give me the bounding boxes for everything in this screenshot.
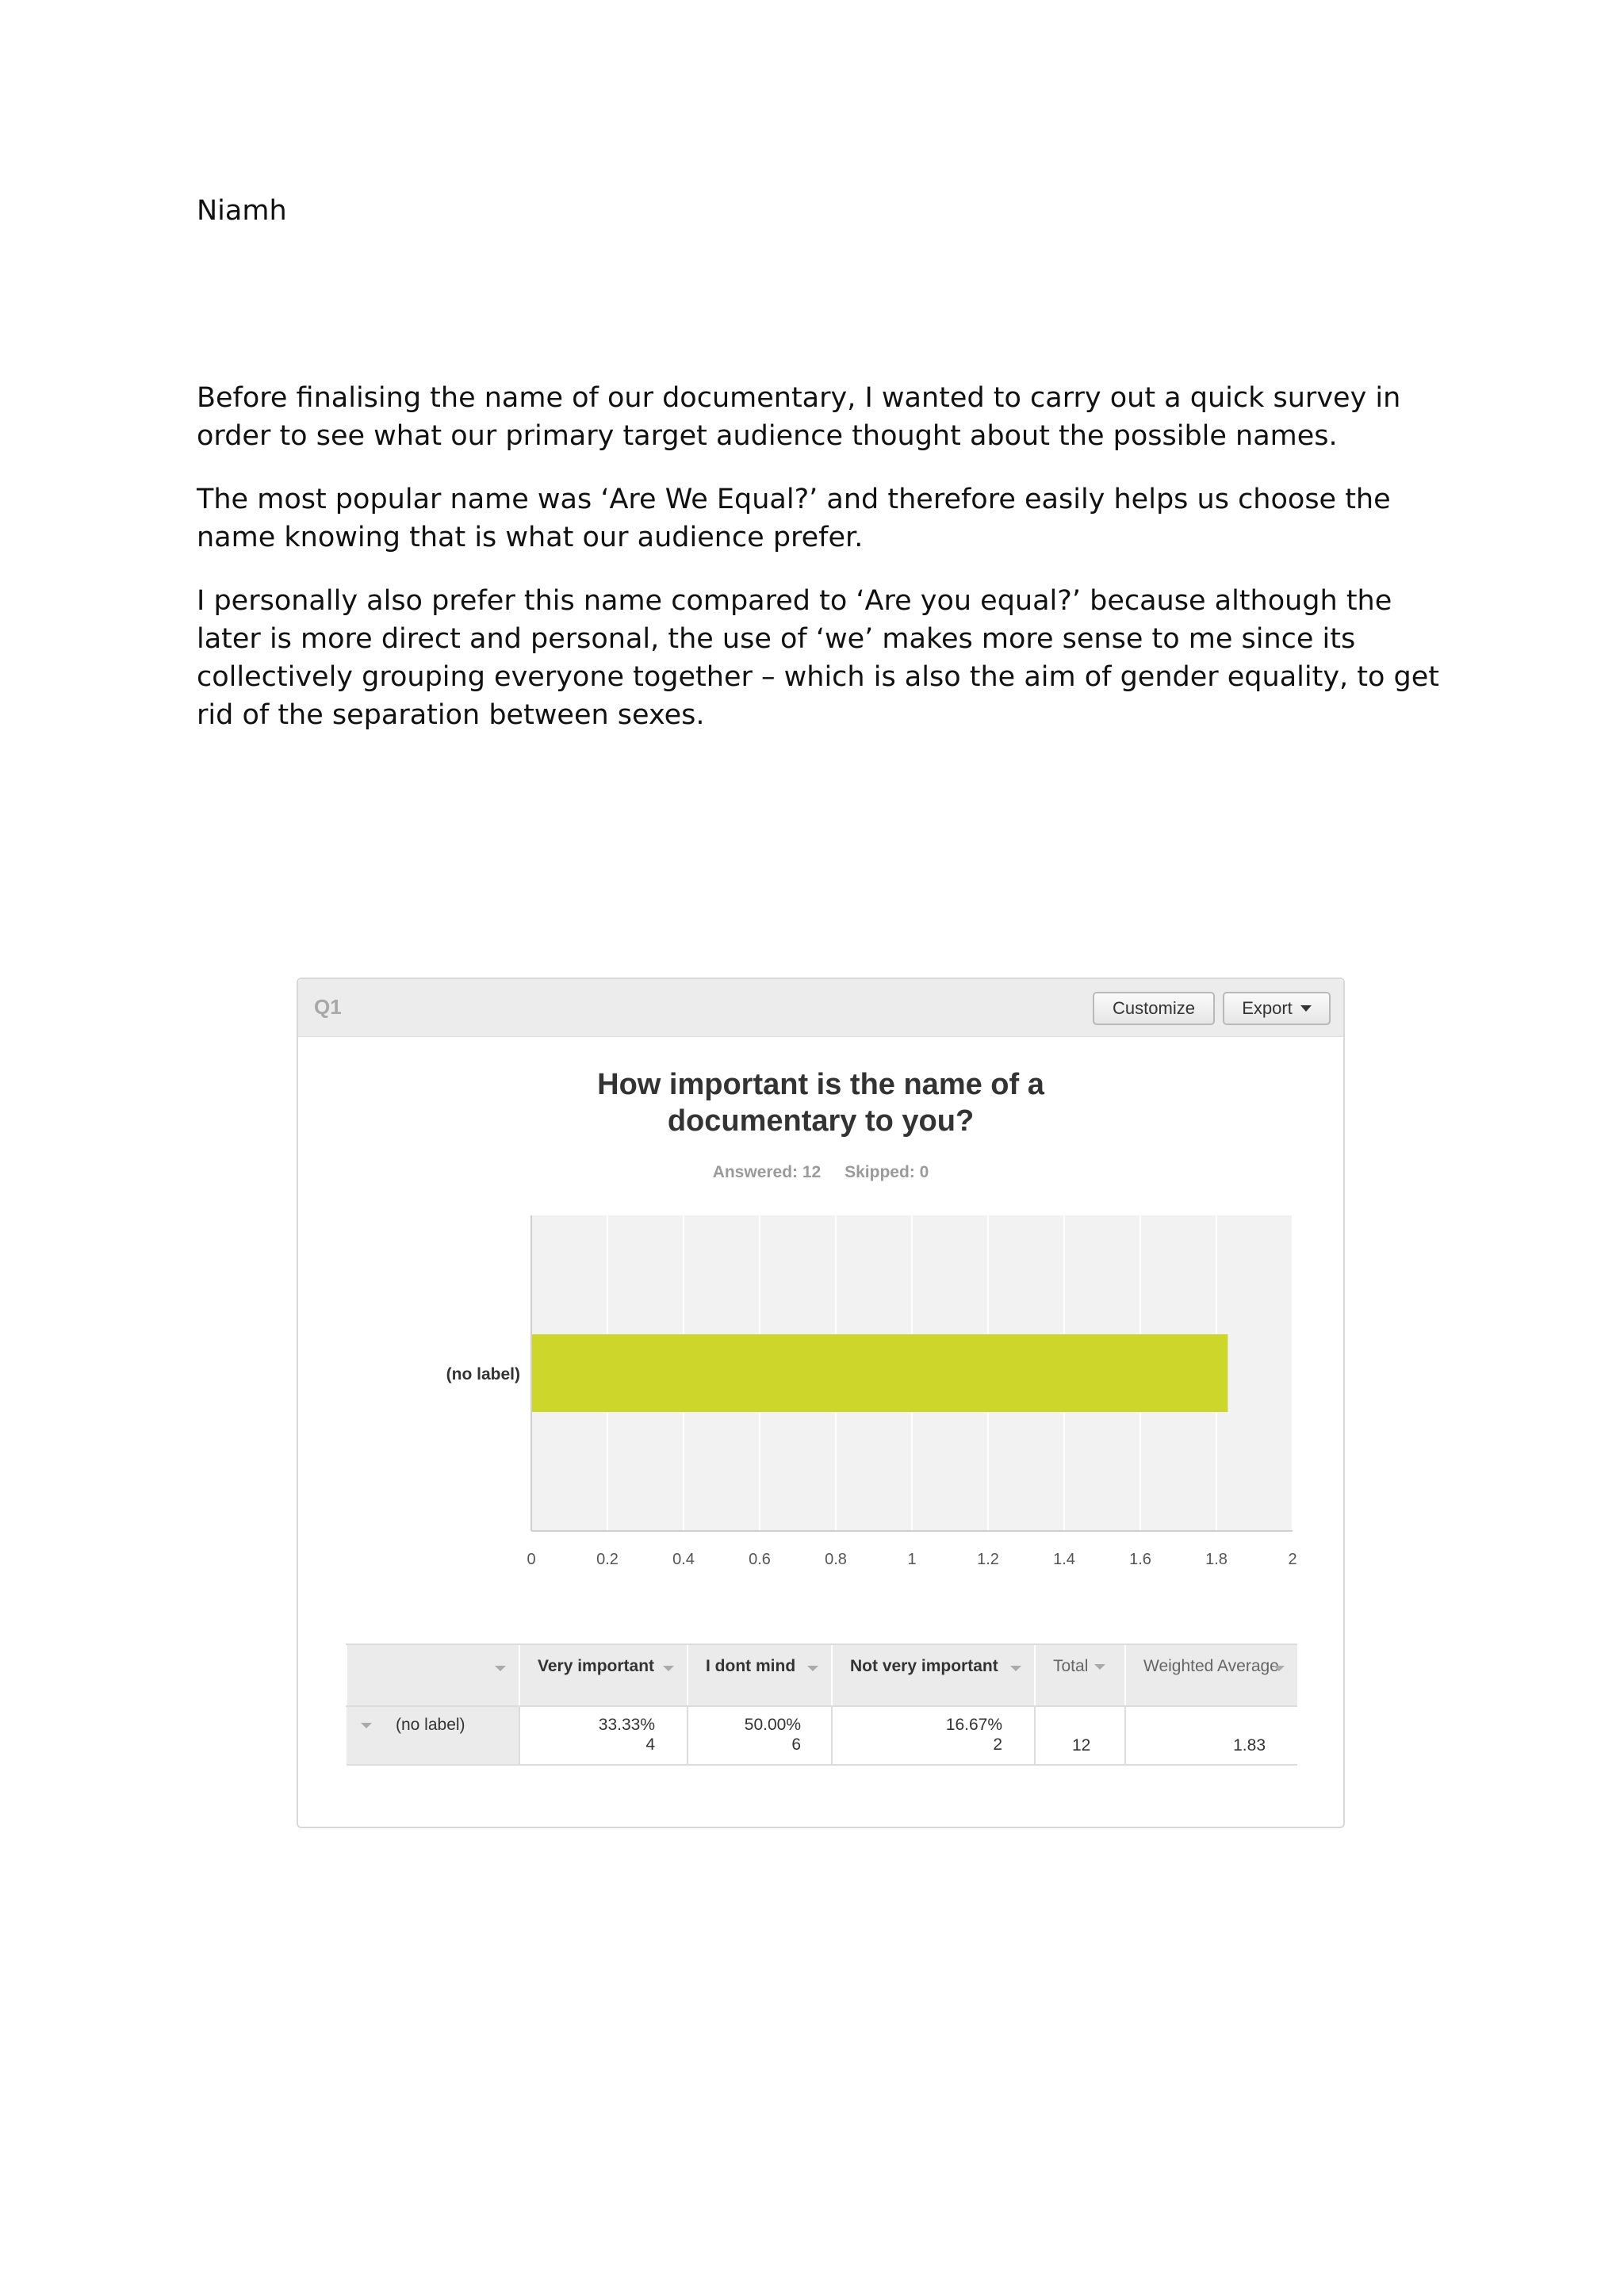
paragraph-opinion: I personally also prefer this name compared to ‘Are you equal?’ because although the later is more direct and personal, the use of ‘we’ makes more sense to me since its collectively grouping everyone together – which is also the aim of gender equality, to get rid of the separation between sexes.: [197, 585, 1440, 731]
table-row: [347, 1706, 1297, 1765]
question-id: Q1: [314, 995, 342, 1019]
skipped-count: Skipped: 0: [845, 1163, 929, 1181]
x-tick-label: 0.8: [825, 1551, 847, 1568]
answered-count: Answered: 12: [712, 1163, 822, 1181]
cell-total: [1035, 1706, 1125, 1765]
sort-icon: [1094, 1664, 1105, 1670]
bar: [532, 1334, 1228, 1412]
x-tick-label: 0.4: [672, 1551, 695, 1568]
customize-label: Customize: [1113, 998, 1195, 1018]
cell-very-important: [519, 1706, 688, 1765]
sort-icon: [1274, 1666, 1285, 1671]
x-tick-label: 0.6: [749, 1551, 771, 1568]
chart-title-line2: documentary to you?: [667, 1104, 975, 1138]
col-label: Not very important: [850, 1657, 998, 1675]
sort-icon: [663, 1666, 674, 1671]
x-tick-label: 0: [527, 1551, 536, 1568]
survey-panel: [297, 978, 1345, 1828]
col-label: Very important: [538, 1657, 655, 1675]
author-name: Niamh: [197, 195, 287, 227]
export-label: Export: [1242, 998, 1293, 1018]
sort-icon: [1010, 1666, 1021, 1671]
cell-percent: 16.67%: [945, 1716, 1002, 1734]
col-label: I dont mind: [706, 1657, 796, 1675]
col-label: Weighted Average: [1143, 1657, 1279, 1675]
cell-percent: 50.00%: [744, 1716, 801, 1734]
x-tick-label: 1.2: [977, 1551, 999, 1568]
cell-value: 1.83: [1233, 1736, 1266, 1755]
x-tick-label: 1: [907, 1551, 917, 1568]
sort-icon: [807, 1666, 818, 1671]
col-weighted-average[interactable]: [1125, 1644, 1297, 1706]
col-total[interactable]: [1035, 1644, 1125, 1706]
cell-count: 4: [645, 1735, 655, 1754]
table-header-row: [347, 1644, 1297, 1706]
sort-icon: [495, 1666, 506, 1671]
col-i-dont-mind[interactable]: [688, 1644, 832, 1706]
chart-title-line1: How important is the name of a: [597, 1068, 1044, 1101]
col-label: Total: [1053, 1657, 1089, 1675]
chevron-down-icon: [361, 1723, 372, 1728]
cell-i-dont-mind: [688, 1706, 832, 1765]
col-very-important[interactable]: [519, 1644, 688, 1706]
paragraph-intro: Before finalising the name of our documentary, I wanted to carry out a quick survey in order to see what our primary target audience thought about the possible names.: [197, 382, 1401, 452]
x-tick-label: 1.4: [1053, 1551, 1075, 1568]
x-tick-label: 1.6: [1129, 1551, 1151, 1568]
results-table: [346, 1644, 1297, 1766]
row-label: (no label): [396, 1716, 465, 1734]
cell-count: 6: [791, 1735, 801, 1754]
paragraph-result: The most popular name was ‘Are We Equal?’ and therefore easily helps us choose the name knowing that is what our audience prefer.: [197, 484, 1391, 553]
row-header[interactable]: [347, 1706, 519, 1765]
bar-chart: [298, 979, 1346, 1645]
cell-count: 2: [993, 1735, 1002, 1754]
x-tick-label: 1.8: [1205, 1551, 1228, 1568]
cell-weighted-average: [1125, 1706, 1297, 1765]
cell-percent: 33.33%: [598, 1716, 655, 1734]
cell-count: 12: [1072, 1736, 1091, 1755]
x-tick-label: 0.2: [596, 1551, 619, 1568]
x-tick-label: 2: [1288, 1551, 1297, 1568]
col-not-very-important[interactable]: [832, 1644, 1035, 1706]
cell-not-very-important: [832, 1706, 1035, 1765]
y-category-label: (no label): [446, 1365, 520, 1383]
table-corner-header[interactable]: [347, 1644, 519, 1706]
